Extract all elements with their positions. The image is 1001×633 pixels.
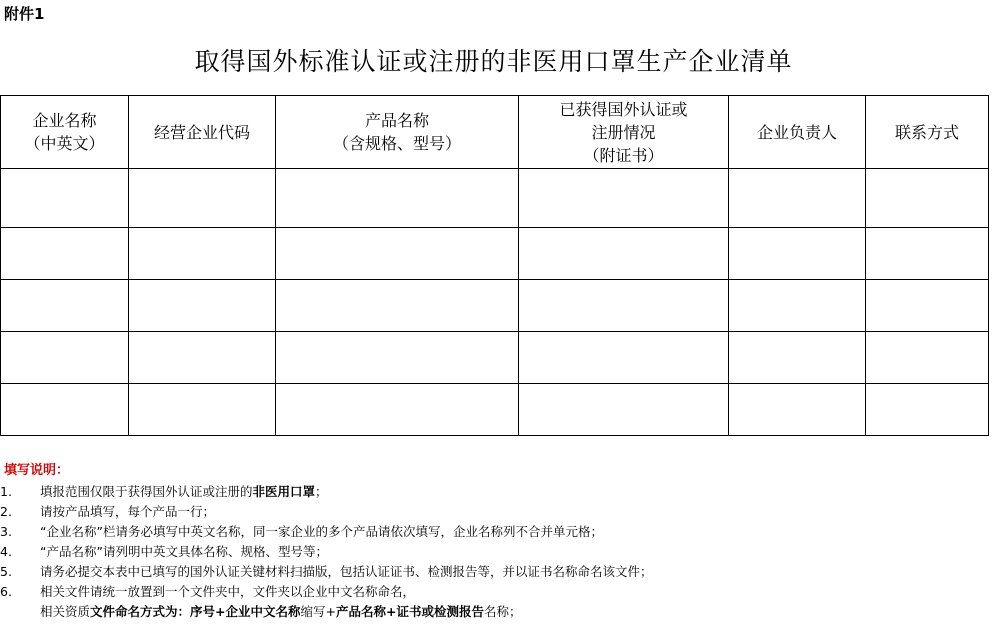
instruction-item-2 (0, 502, 1000, 522)
header-company-name-line2: （中英文） (24, 134, 105, 153)
table-cell[interactable] (1, 169, 129, 228)
table-cell[interactable] (276, 228, 519, 280)
table-cell[interactable] (729, 169, 866, 228)
file-naming-rule-b: 文件命名方式为：序号+企业中文名称 (90, 604, 301, 619)
table-cell[interactable] (129, 384, 276, 436)
table-cell[interactable] (276, 332, 519, 384)
table-cell[interactable] (866, 169, 989, 228)
instructions-section (0, 460, 1000, 622)
header-business-code-line1: 经营企业代码 (153, 122, 250, 142)
instruction-item-6 (0, 582, 1000, 622)
attachment-label: 附件1 (4, 5, 45, 23)
table-cell[interactable] (276, 280, 519, 332)
instruction-number: 3. (0, 524, 12, 539)
instruction-number: 1. (0, 484, 12, 499)
header-certification-line2: 注册情况 (591, 122, 656, 142)
table-cell[interactable] (729, 332, 866, 384)
table-row (1, 384, 989, 436)
header-certification (519, 96, 729, 169)
page-title: 取得国外标准认证或注册的非医用口罩生产企业清单 (194, 47, 793, 76)
instruction-text: 相关文件请统一放置到一个文件夹中，文件夹以企业中文名称命名， (40, 584, 416, 599)
header-person-in-charge (729, 96, 866, 169)
table-cell[interactable] (866, 280, 989, 332)
table-cell[interactable] (519, 228, 729, 280)
table-cell[interactable] (866, 332, 989, 384)
instruction-text: 请务必提交本表中已填写的国外认证关键材料扫描版，包括认证证书、检测报告等，并以证书名称命名该文件； (40, 564, 653, 579)
table-cell[interactable] (866, 384, 989, 436)
header-company-name-line1: 企业名称 (32, 111, 97, 130)
instructions-title: 填写说明： (4, 463, 70, 478)
table-cell[interactable] (1, 280, 129, 332)
instruction-number: 4. (0, 544, 12, 559)
header-company-name (1, 96, 129, 169)
instruction-text-plain: 填报范围仅限于获得国外认证或注册的 (40, 484, 253, 499)
table-cell[interactable] (276, 384, 519, 436)
table-cell[interactable] (129, 169, 276, 228)
header-product-name (276, 96, 519, 169)
table-cell[interactable] (1, 384, 129, 436)
instruction-item-3 (0, 522, 1000, 542)
instruction-text: “企业名称”栏请务必填写中英文名称，同一家企业的多个产品请依次填写，企业名称列不合并单元格； (40, 524, 603, 539)
table-cell[interactable] (519, 332, 729, 384)
table-cell[interactable] (519, 384, 729, 436)
header-person-in-charge-line1: 企业负责人 (756, 122, 837, 142)
instruction-text-end: ； (315, 484, 328, 499)
file-naming-rule (40, 602, 521, 622)
file-naming-rule-d: 产品名称+证书或检测报告 (335, 604, 484, 619)
table-cell[interactable] (1, 332, 129, 384)
file-naming-rule-c: 缩写+ (300, 604, 336, 619)
instruction-number: 6. (0, 584, 12, 599)
table-row (1, 228, 989, 280)
instruction-item-5 (0, 562, 1000, 582)
instruction-item-1 (0, 482, 1000, 502)
header-certification-line3: （附证书） (583, 145, 664, 165)
instruction-item-4 (0, 542, 1000, 562)
table-cell[interactable] (129, 280, 276, 332)
instruction-number: 2. (0, 504, 12, 519)
header-product-name-line2: （含规格、型号） (332, 134, 461, 153)
header-contact (866, 96, 989, 169)
instruction-text-bold: 非医用口罩 (252, 484, 316, 499)
header-product-name-line1: 产品名称 (364, 111, 429, 130)
instruction-number: 5. (0, 564, 12, 579)
header-certification-line1: 已获得国外认证或 (559, 99, 688, 119)
table-cell[interactable] (129, 332, 276, 384)
table-cell[interactable] (729, 384, 866, 436)
table-cell[interactable] (129, 228, 276, 280)
table-cell[interactable] (866, 228, 989, 280)
table-cell[interactable] (729, 280, 866, 332)
table-header-row (1, 96, 989, 169)
table-cell[interactable] (276, 169, 519, 228)
table-cell[interactable] (519, 169, 729, 228)
file-naming-rule-a: 相关资质 (40, 604, 91, 619)
table-cell[interactable] (1, 228, 129, 280)
header-business-code (129, 96, 276, 169)
table-row (1, 280, 989, 332)
enterprise-list-table (0, 95, 989, 436)
instruction-text (40, 482, 328, 502)
header-contact-line1: 联系方式 (894, 122, 959, 142)
table-row (1, 169, 989, 228)
instruction-text: 请按产品填写，每个产品一行； (40, 504, 216, 519)
table-cell[interactable] (729, 228, 866, 280)
instruction-text: “产品名称”请列明中英文具体名称、规格、型号等； (40, 544, 328, 559)
table-row (1, 332, 989, 384)
file-naming-rule-e: 名称； (483, 604, 522, 619)
table-cell[interactable] (519, 280, 729, 332)
